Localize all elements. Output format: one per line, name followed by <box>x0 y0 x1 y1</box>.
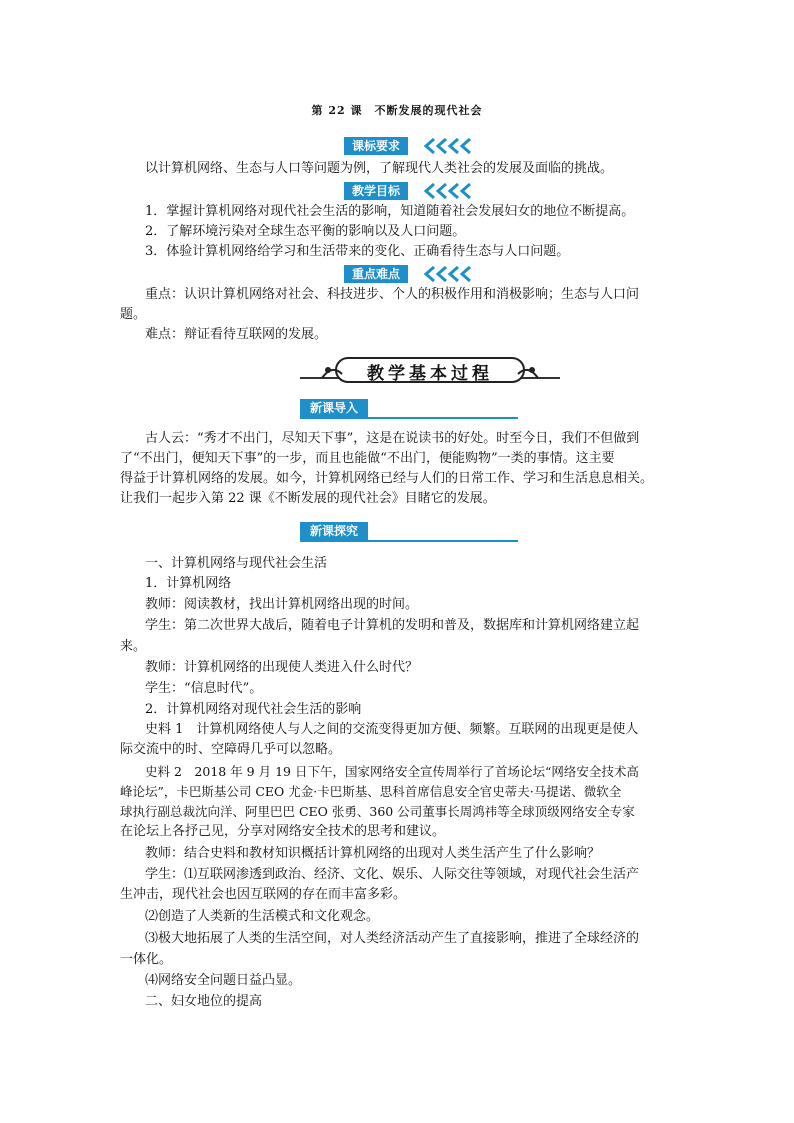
text-line: 2．了解环境污染对全球生态平衡的影响以及人口问题。 <box>145 224 466 239</box>
text-line: 3．体验计算机网络给学习和生活带来的变化、正确看待生态与人口问题。 <box>145 244 570 259</box>
text-line: 教师：阅读教材，找出计算机网络出现的时间。 <box>145 597 419 612</box>
text-line: 峰论坛”，卡巴斯基公司 CEO 尤金·卡巴斯基、思科首席信息安全官史蒂夫·马提诺、微软全 <box>120 784 622 799</box>
text-line: 史料 1 计算机网络使人与人之间的交流变得更加方便、频繁。互联网的出现更是使人 <box>145 722 639 737</box>
text-line: 重点：认识计算机网络对社会、科技进步、个人的积极作用和消极影响；生态与人口问 <box>145 287 640 302</box>
text-line: 球执行副总裁沈向洋、阿里巴巴 CEO 张勇、360 公司董事长周鸿祎等全球顶级网络安全专家 <box>120 804 635 819</box>
text-line: 难点：辩证看待互联网的发展。 <box>145 327 328 342</box>
chevron-decoration-icon <box>420 265 480 283</box>
text-line: 一体化。 <box>120 952 173 967</box>
text-line: ⑷网络安全问题日益凸显。 <box>145 973 302 988</box>
banner-title: 教学基本过程 <box>367 364 493 384</box>
text-line: 在论坛上各抒己见，分享对网络安全技术的思考和建议。 <box>120 824 446 839</box>
text-line: 教师：计算机网络的出现使人类进入什么时代？ <box>145 660 419 675</box>
chevron-decoration-icon <box>420 182 480 200</box>
process-banner <box>300 355 560 385</box>
text-line: 古人云：“秀才不出门，尽知天下事”，这是在说读书的好处。时至今日，我们不但做到 <box>145 431 640 446</box>
section-label-jiaoxue: 教学目标 <box>344 182 408 200</box>
text-line: 了“不出门，便知天下事”的一步，而且也能做“不出门，便能购物”一类的事情。这主要 <box>120 451 615 466</box>
chevron-decoration-icon <box>420 137 480 155</box>
text-line: 教师：结合史料和教材知识概括计算机网络的出现对人类生活产生了什么影响？ <box>145 846 601 861</box>
text-line: 来。 <box>120 639 147 654</box>
text-line: 让我们一起步入第 22 课《不断发展的现代社会》目睹它的发展。 <box>120 491 496 506</box>
section-label-tanjiu: 新课探究 <box>300 522 368 540</box>
text-line: 以计算机网络、生态与人口等问题为例，了解现代人类社会的发展及面临的挑战。 <box>145 161 614 176</box>
text-line: 1．掌握计算机网络对现代社会生活的影响，知道随着社会发展妇女的地位不断提高。 <box>145 204 635 219</box>
text-line: 2．计算机网络对现代社会生活的影响 <box>145 702 362 717</box>
text-line: ⑶极大地拓展了人类的生活空间，对人类经济活动产生了直接影响，推进了全球经济的 <box>145 931 640 946</box>
text-line: 1．计算机网络 <box>145 576 232 591</box>
text-line: 学生：⑴互联网渗透到政治、经济、文化、娱乐、人际交往等领域，对现代社会生活产 <box>145 867 640 882</box>
text-line: 题。 <box>120 307 147 322</box>
text-line: 学生：第二次世界大战后，随着电子计算机的发明和普及，数据库和计算机网络建立起 <box>145 618 640 633</box>
text-line: 得益于计算机网络的发展。如今，计算机网络已经与人们的日常工作、学习和生活息息相关。 <box>120 471 654 486</box>
text-line: 学生：“信息时代”。 <box>145 681 263 696</box>
section-label-daoru: 新课导入 <box>300 399 368 417</box>
section-label-zhongdian: 重点难点 <box>344 265 408 283</box>
text-line: 生冲击，现代社会也因互联网的存在而丰富多彩。 <box>120 887 407 902</box>
text-line: 际交流中的时、空障碍几乎可以忽略。 <box>120 742 342 757</box>
lesson-title: 第 22 课 不断发展的现代社会 <box>311 104 483 117</box>
heading-line: 二、妇女地位的提高 <box>145 994 263 1009</box>
heading-line: 一、计算机网络与现代社会生活 <box>145 556 328 571</box>
text-line: 史料 2 2018 年 9 月 19 日下午，国家网络安全宣传周举行了首场论坛“网络安全技术高 <box>145 764 639 779</box>
section-label-kebiao: 课标要求 <box>344 137 408 155</box>
text-line: ⑵创造了人类新的生活模式和文化观念。 <box>145 909 380 924</box>
